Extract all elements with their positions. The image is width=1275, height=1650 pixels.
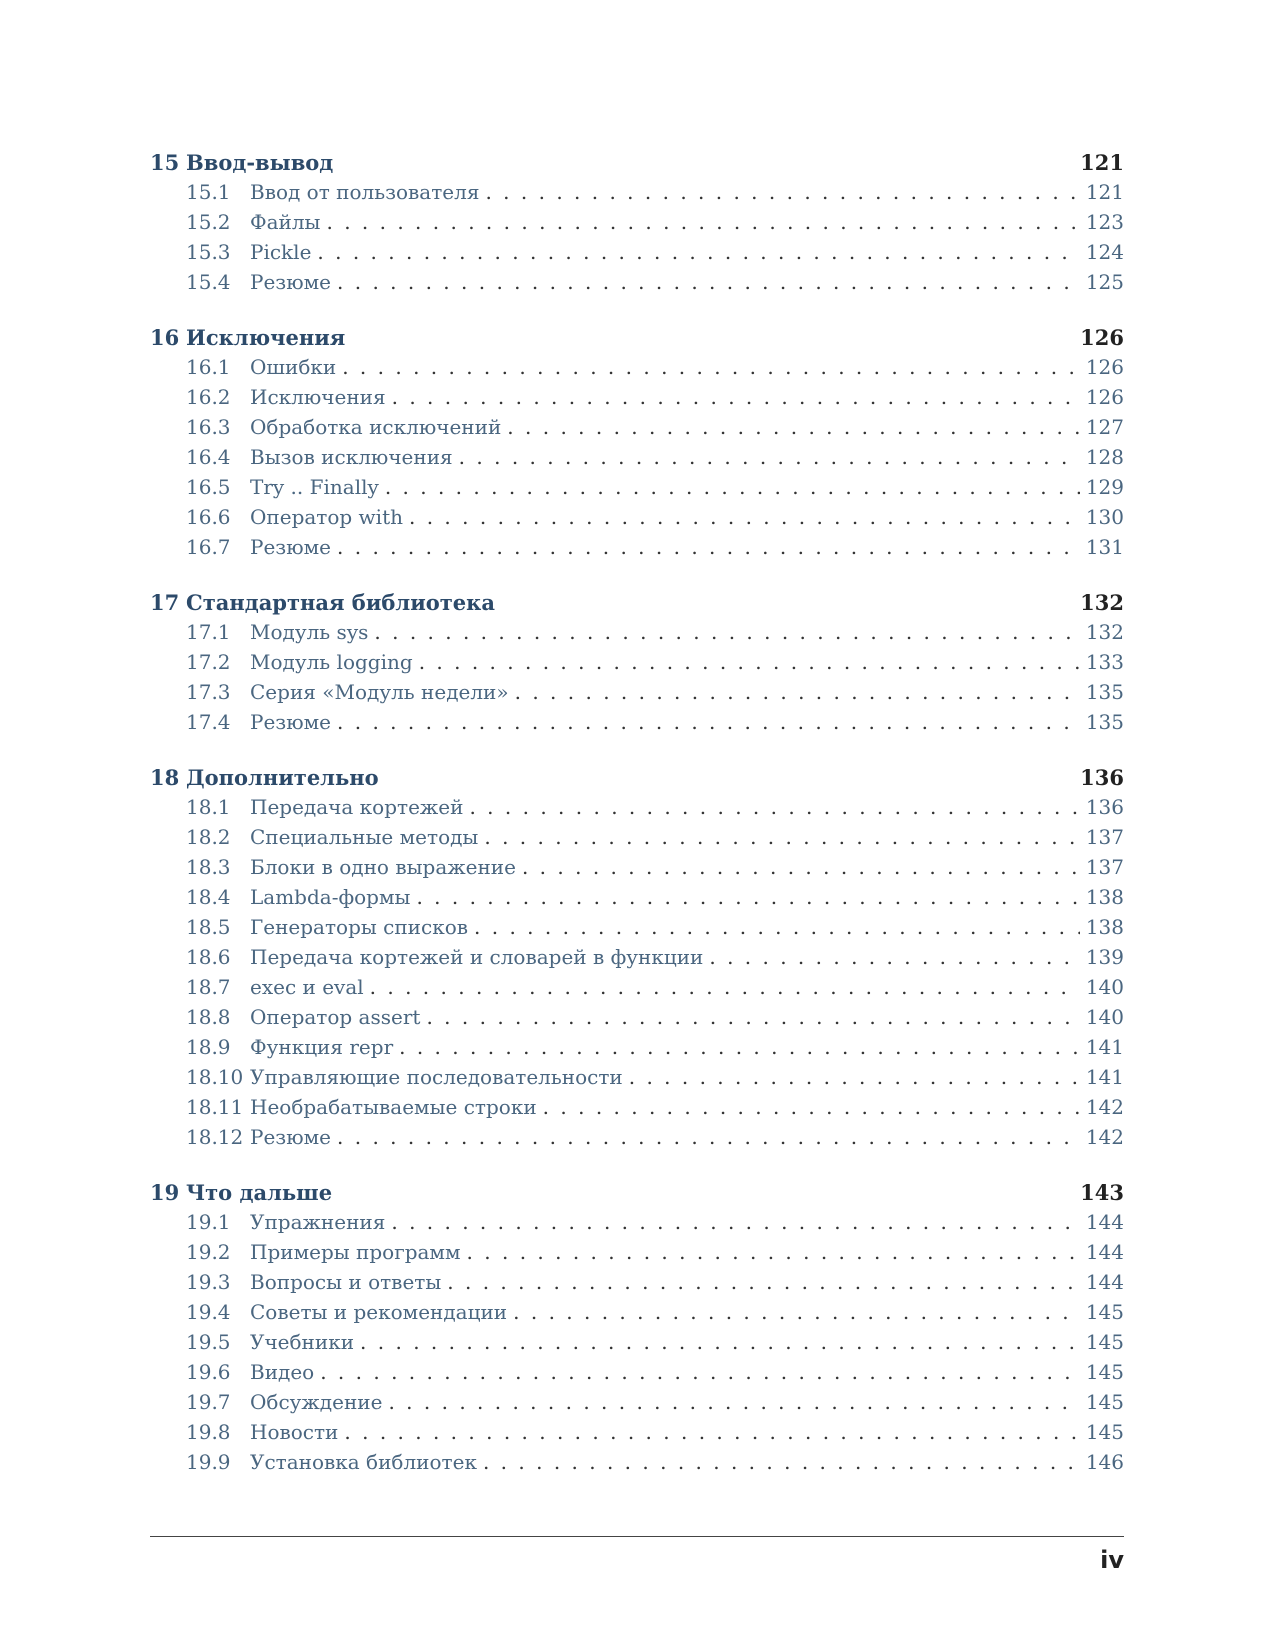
section-page: 137 bbox=[1085, 825, 1124, 849]
section-number: 16.1 bbox=[186, 355, 231, 379]
section-title: Генераторы списков bbox=[250, 915, 474, 939]
section-title: Установка библиотек bbox=[250, 1450, 483, 1474]
dot-leader bbox=[337, 535, 1080, 559]
dot-leader bbox=[317, 240, 1079, 264]
section-title: Примеры программ bbox=[250, 1240, 467, 1264]
toc-section-entry[interactable] bbox=[150, 1420, 1124, 1450]
section-number: 16.7 bbox=[186, 535, 231, 559]
toc-section-entry[interactable] bbox=[150, 1005, 1124, 1035]
section-number: 18.3 bbox=[186, 855, 231, 879]
dot-leader bbox=[337, 270, 1080, 294]
toc-section-entry[interactable] bbox=[150, 535, 1124, 565]
chapter-number: 18 bbox=[150, 765, 180, 790]
section-number: 16.2 bbox=[186, 385, 231, 409]
dot-leader bbox=[483, 1450, 1080, 1474]
toc-section-entry[interactable] bbox=[150, 270, 1124, 300]
section-title: Try .. Finally bbox=[250, 475, 385, 499]
section-page: 138 bbox=[1085, 885, 1124, 909]
toc-section-entry[interactable] bbox=[150, 1240, 1124, 1270]
chapter-page: 132 bbox=[1080, 590, 1124, 615]
toc-chapter-entry[interactable] bbox=[150, 325, 1124, 355]
section-page: 145 bbox=[1085, 1330, 1124, 1354]
toc-chapter bbox=[150, 325, 1124, 565]
section-number: 18.8 bbox=[186, 1005, 231, 1029]
section-number: 18.11 bbox=[186, 1095, 244, 1119]
toc-chapter bbox=[150, 765, 1124, 1155]
dot-leader bbox=[543, 1095, 1080, 1119]
toc-section-entry[interactable] bbox=[150, 825, 1124, 855]
toc-section-entry[interactable] bbox=[150, 1390, 1124, 1420]
section-title: Ввод от пользователя bbox=[250, 180, 485, 204]
toc-section-entry[interactable] bbox=[150, 180, 1124, 210]
dot-leader bbox=[522, 855, 1080, 879]
section-title: Lambda-формы bbox=[250, 885, 416, 909]
toc-chapter-entry[interactable] bbox=[150, 765, 1124, 795]
section-page: 126 bbox=[1085, 385, 1124, 409]
toc-chapter bbox=[150, 590, 1124, 740]
section-number: 18.1 bbox=[186, 795, 231, 819]
dot-leader bbox=[337, 710, 1080, 734]
section-number: 16.3 bbox=[186, 415, 231, 439]
section-number: 15.1 bbox=[186, 180, 231, 204]
section-title: Видео bbox=[250, 1360, 320, 1384]
chapter-title: Дополнительно bbox=[186, 765, 379, 790]
section-page: 138 bbox=[1085, 915, 1124, 939]
footer-rule bbox=[150, 1536, 1124, 1537]
chapter-number: 16 bbox=[150, 325, 180, 350]
chapter-title: Что дальше bbox=[186, 1180, 333, 1205]
section-page: 128 bbox=[1085, 445, 1124, 469]
section-page: 139 bbox=[1085, 945, 1124, 969]
section-page: 133 bbox=[1085, 650, 1124, 674]
section-number: 19.7 bbox=[186, 1390, 231, 1414]
dot-leader bbox=[416, 885, 1079, 909]
section-title: Вызов исключения bbox=[250, 445, 459, 469]
toc-section-entry[interactable] bbox=[150, 1300, 1124, 1330]
section-page: 140 bbox=[1085, 1005, 1124, 1029]
toc-section-entry[interactable] bbox=[150, 1210, 1124, 1240]
section-page: 124 bbox=[1085, 240, 1124, 264]
section-title: Учебники bbox=[250, 1330, 360, 1354]
section-number: 16.4 bbox=[186, 445, 231, 469]
toc-section-entry[interactable] bbox=[150, 1035, 1124, 1065]
dot-leader bbox=[469, 795, 1079, 819]
toc-section-entry[interactable] bbox=[150, 445, 1124, 475]
toc-section-entry[interactable] bbox=[150, 1270, 1124, 1300]
toc-section-entry[interactable] bbox=[150, 1360, 1124, 1390]
section-number: 18.5 bbox=[186, 915, 231, 939]
dot-leader bbox=[447, 1270, 1080, 1294]
section-number: 15.2 bbox=[186, 210, 231, 234]
toc-section-entry[interactable] bbox=[150, 915, 1124, 945]
toc-chapter bbox=[150, 150, 1124, 300]
toc-chapter-entry[interactable] bbox=[150, 150, 1124, 180]
toc-section-entry[interactable] bbox=[150, 855, 1124, 885]
dot-leader bbox=[320, 1360, 1080, 1384]
section-page: 123 bbox=[1085, 210, 1124, 234]
section-page: 142 bbox=[1085, 1125, 1124, 1149]
section-number: 18.9 bbox=[186, 1035, 231, 1059]
section-title: Новости bbox=[250, 1420, 344, 1444]
toc-section-entry[interactable] bbox=[150, 620, 1124, 650]
section-number: 15.4 bbox=[186, 270, 231, 294]
section-number: 18.4 bbox=[186, 885, 231, 909]
dot-leader bbox=[419, 650, 1080, 674]
section-page: 135 bbox=[1085, 680, 1124, 704]
section-title: Модуль logging bbox=[250, 650, 419, 674]
section-number: 18.2 bbox=[186, 825, 231, 849]
section-title: Резюме bbox=[250, 535, 337, 559]
toc-section-entry[interactable] bbox=[150, 475, 1124, 505]
section-number: 19.4 bbox=[186, 1300, 231, 1324]
section-page: 125 bbox=[1085, 270, 1124, 294]
section-page: 121 bbox=[1085, 180, 1124, 204]
section-number: 15.3 bbox=[186, 240, 231, 264]
chapter-page: 143 bbox=[1080, 1180, 1124, 1205]
section-number: 19.2 bbox=[186, 1240, 231, 1264]
section-title: Pickle bbox=[250, 240, 317, 264]
toc-section-entry[interactable] bbox=[150, 385, 1124, 415]
section-number: 17.3 bbox=[186, 680, 231, 704]
toc-chapter-entry[interactable] bbox=[150, 590, 1124, 620]
dot-leader bbox=[337, 1125, 1080, 1149]
dot-leader bbox=[459, 445, 1080, 469]
section-number: 18.6 bbox=[186, 945, 231, 969]
chapter-page: 126 bbox=[1080, 325, 1124, 350]
section-title: Резюме bbox=[250, 710, 337, 734]
dot-leader bbox=[709, 945, 1079, 969]
section-number: 18.7 bbox=[186, 975, 231, 999]
section-title: Ошибки bbox=[250, 355, 342, 379]
section-number: 19.8 bbox=[186, 1420, 231, 1444]
section-page: 135 bbox=[1085, 710, 1124, 734]
section-number: 19.3 bbox=[186, 1270, 231, 1294]
section-title: exec и eval bbox=[250, 975, 370, 999]
dot-leader bbox=[326, 210, 1079, 234]
toc-section-entry[interactable] bbox=[150, 415, 1124, 445]
section-page: 136 bbox=[1085, 795, 1124, 819]
section-number: 18.12 bbox=[186, 1125, 244, 1149]
chapter-page: 121 bbox=[1080, 150, 1124, 175]
section-title: Исключения bbox=[250, 385, 392, 409]
toc-section-entry[interactable] bbox=[150, 795, 1124, 825]
section-page: 141 bbox=[1085, 1065, 1124, 1089]
toc-chapter bbox=[150, 1180, 1124, 1480]
section-title: Передача кортежей bbox=[250, 795, 469, 819]
toc-section-entry[interactable] bbox=[150, 945, 1124, 975]
section-title: Блоки в одно выражение bbox=[250, 855, 522, 879]
section-page: 130 bbox=[1085, 505, 1124, 529]
dot-leader bbox=[399, 1035, 1080, 1059]
section-title: Обработка исключений bbox=[250, 415, 507, 439]
section-page: 141 bbox=[1085, 1035, 1124, 1059]
chapter-title: Исключения bbox=[186, 325, 346, 350]
dot-leader bbox=[385, 475, 1080, 499]
section-page: 144 bbox=[1085, 1270, 1124, 1294]
table-of-contents bbox=[150, 150, 1124, 1505]
section-title: Серия «Модуль недели» bbox=[250, 680, 515, 704]
toc-section-entry[interactable] bbox=[150, 1125, 1124, 1155]
section-page: 140 bbox=[1085, 975, 1124, 999]
toc-section-entry[interactable] bbox=[150, 210, 1124, 240]
page-number: iv bbox=[1100, 1546, 1124, 1574]
section-title: Советы и рекомендации bbox=[250, 1300, 513, 1324]
toc-section-entry[interactable] bbox=[150, 885, 1124, 915]
section-title: Упражнения bbox=[250, 1210, 391, 1234]
section-number: 16.6 bbox=[186, 505, 231, 529]
section-title: Резюме bbox=[250, 270, 337, 294]
dot-leader bbox=[513, 1300, 1080, 1324]
section-number: 17.4 bbox=[186, 710, 231, 734]
dot-leader bbox=[629, 1065, 1080, 1089]
toc-section-entry[interactable] bbox=[150, 240, 1124, 270]
dot-leader bbox=[360, 1330, 1080, 1354]
dot-leader bbox=[391, 1210, 1079, 1234]
dot-leader bbox=[426, 1005, 1079, 1029]
section-title: Специальные методы bbox=[250, 825, 484, 849]
section-title: Модуль sys bbox=[250, 620, 374, 644]
dot-leader bbox=[392, 385, 1080, 409]
chapter-title: Стандартная библиотека bbox=[186, 590, 495, 615]
toc-section-entry[interactable] bbox=[150, 1450, 1124, 1480]
chapter-page: 136 bbox=[1080, 765, 1124, 790]
section-number: 19.1 bbox=[186, 1210, 231, 1234]
section-page: 145 bbox=[1085, 1300, 1124, 1324]
dot-leader bbox=[485, 180, 1079, 204]
toc-section-entry[interactable] bbox=[150, 975, 1124, 1005]
section-page: 145 bbox=[1085, 1390, 1124, 1414]
section-page: 145 bbox=[1085, 1420, 1124, 1444]
section-title: Оператор assert bbox=[250, 1005, 426, 1029]
section-title: Файлы bbox=[250, 210, 326, 234]
toc-section-entry[interactable] bbox=[150, 710, 1124, 740]
chapter-number: 17 bbox=[150, 590, 180, 615]
section-page: 137 bbox=[1085, 855, 1124, 879]
section-page: 127 bbox=[1085, 415, 1124, 439]
toc-section-entry[interactable] bbox=[150, 650, 1124, 680]
section-title: Необрабатываемые строки bbox=[250, 1095, 543, 1119]
toc-section-entry[interactable] bbox=[150, 1330, 1124, 1360]
section-title: Управляющие последовательности bbox=[250, 1065, 629, 1089]
toc-section-entry[interactable] bbox=[150, 505, 1124, 535]
dot-leader bbox=[342, 355, 1080, 379]
section-number: 17.2 bbox=[186, 650, 231, 674]
section-number: 16.5 bbox=[186, 475, 231, 499]
section-number: 19.6 bbox=[186, 1360, 231, 1384]
dot-leader bbox=[374, 620, 1079, 644]
toc-section-entry[interactable] bbox=[150, 355, 1124, 385]
section-title: Резюме bbox=[250, 1125, 337, 1149]
dot-leader bbox=[409, 505, 1080, 529]
section-number: 17.1 bbox=[186, 620, 231, 644]
dot-leader bbox=[474, 915, 1080, 939]
toc-chapter-entry[interactable] bbox=[150, 1180, 1124, 1210]
dot-leader bbox=[344, 1420, 1079, 1444]
section-page: 129 bbox=[1085, 475, 1124, 499]
section-title: Оператор with bbox=[250, 505, 409, 529]
section-page: 144 bbox=[1085, 1240, 1124, 1264]
section-number: 18.10 bbox=[186, 1065, 244, 1089]
section-number: 19.5 bbox=[186, 1330, 231, 1354]
chapter-number: 19 bbox=[150, 1180, 180, 1205]
dot-leader bbox=[467, 1240, 1080, 1264]
section-title: Функция repr bbox=[250, 1035, 399, 1059]
section-page: 131 bbox=[1085, 535, 1124, 559]
section-page: 145 bbox=[1085, 1360, 1124, 1384]
toc-section-entry[interactable] bbox=[150, 680, 1124, 710]
section-number: 19.9 bbox=[186, 1450, 231, 1474]
toc-section-entry[interactable] bbox=[150, 1095, 1124, 1125]
dot-leader bbox=[515, 680, 1080, 704]
section-page: 126 bbox=[1085, 355, 1124, 379]
section-title: Вопросы и ответы bbox=[250, 1270, 447, 1294]
dot-leader bbox=[388, 1390, 1079, 1414]
section-title: Передача кортежей и словарей в функции bbox=[250, 945, 709, 969]
chapter-title: Ввод-вывод bbox=[186, 150, 334, 175]
section-page: 132 bbox=[1085, 620, 1124, 644]
section-page: 144 bbox=[1085, 1210, 1124, 1234]
section-title: Обсуждение bbox=[250, 1390, 388, 1414]
dot-leader bbox=[507, 415, 1080, 439]
chapter-number: 15 bbox=[150, 150, 180, 175]
section-page: 142 bbox=[1085, 1095, 1124, 1119]
section-page: 146 bbox=[1085, 1450, 1124, 1474]
dot-leader bbox=[370, 975, 1080, 999]
dot-leader bbox=[484, 825, 1079, 849]
toc-section-entry[interactable] bbox=[150, 1065, 1124, 1095]
